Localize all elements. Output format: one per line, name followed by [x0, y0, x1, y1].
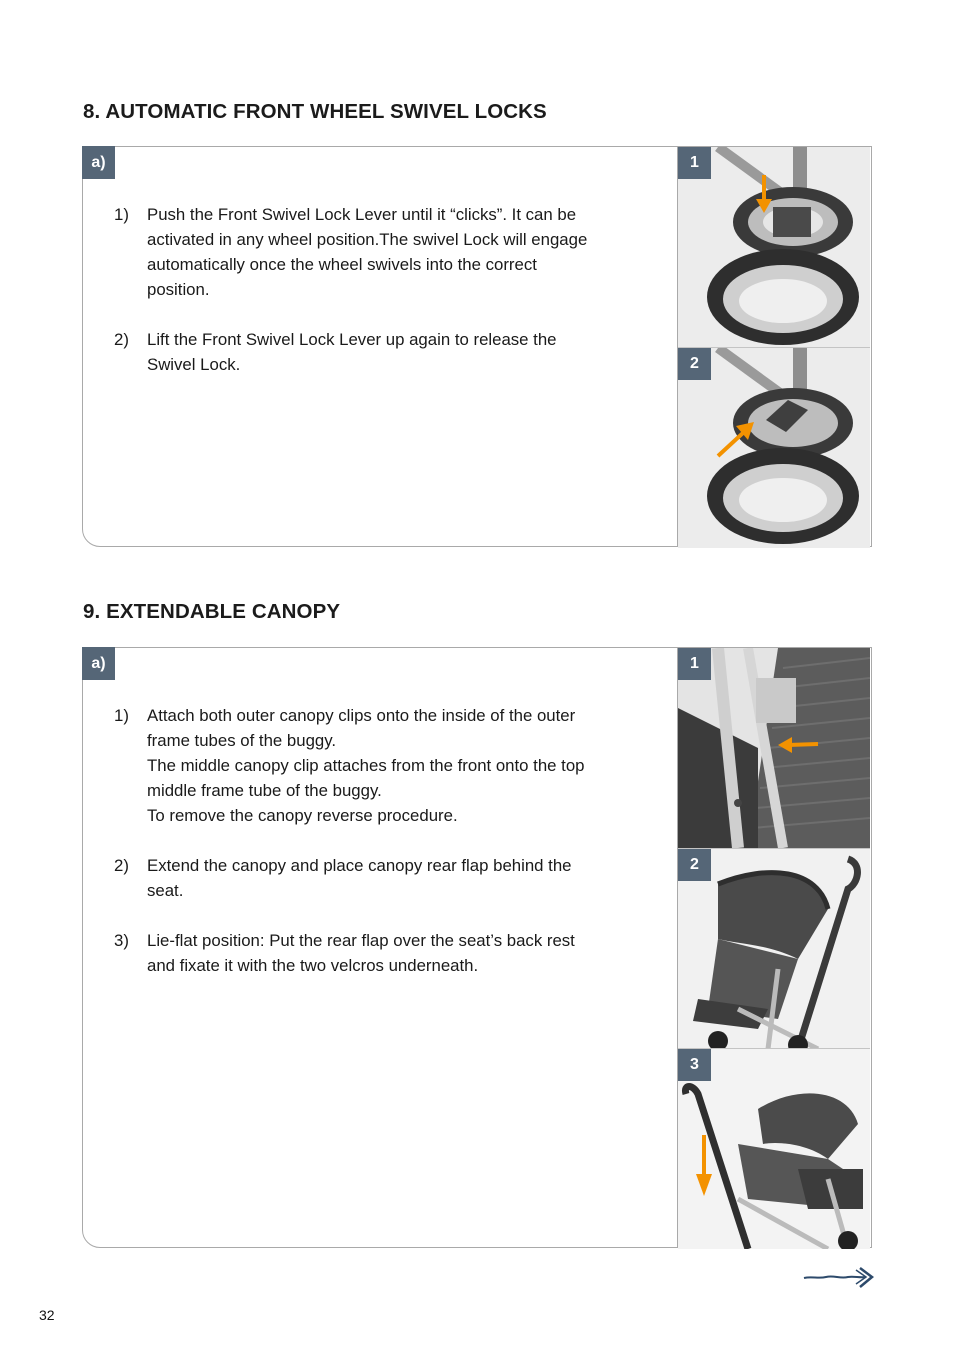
section-8-panel [82, 146, 872, 547]
step-text-line: and fixate it with the two velcros underneath. [147, 956, 479, 975]
step-text-line: Extend the canopy and place canopy rear flap behind the [147, 856, 572, 875]
instruction-step [114, 327, 634, 377]
step-text-line: automatically once the wheel swivels into the correct [147, 255, 537, 274]
step-text-line: frame tubes of the buggy. [147, 731, 337, 750]
photo-number-badge: 2 [678, 849, 711, 881]
section-8-heading: 8. AUTOMATIC FRONT WHEEL SWIVEL LOCKS [83, 100, 547, 123]
photo-wheel-lock-release [678, 347, 870, 548]
step-text-line: Lie-flat position: Put the rear flap over the seat’s back rest [147, 931, 575, 950]
photo-column [677, 648, 871, 1247]
photo-number-badge: 1 [678, 147, 711, 179]
step-number: 2) [114, 856, 129, 875]
step-text-line: seat. [147, 881, 184, 900]
step-number: 2) [114, 330, 129, 349]
photo-number-badge: 2 [678, 348, 711, 380]
photo-stroller-canopy [678, 848, 870, 1049]
step-number: 3) [114, 931, 129, 950]
step-text-line: activated in any wheel position.The swivel Lock will engage [147, 230, 588, 249]
step-number: 1) [114, 205, 129, 224]
page-number: 32 [39, 1307, 55, 1323]
section-9-heading: 9. EXTENDABLE CANOPY [83, 600, 341, 623]
photo-stroller-lie-flat [678, 1048, 870, 1249]
step-text-line: middle frame tube of the buggy. [147, 781, 382, 800]
step-number: 1) [114, 706, 129, 725]
instruction-step [114, 928, 634, 978]
step-text-line: To remove the canopy reverse procedure. [147, 806, 458, 825]
instruction-step [114, 853, 634, 903]
step-text-line: Push the Front Swivel Lock Lever until it “clicks”. It can be [147, 205, 577, 224]
instruction-step [114, 703, 634, 828]
photo-number-badge: 3 [678, 1049, 711, 1081]
step-text-line: Attach both outer canopy clips onto the inside of the outer [147, 706, 576, 725]
photo-column [677, 147, 871, 546]
instruction-list [114, 703, 634, 1003]
step-text-line: position. [147, 280, 210, 299]
step-text-line: Lift the Front Swivel Lock Lever up again to release the [147, 330, 557, 349]
step-text-line: Swivel Lock. [147, 355, 241, 374]
photo-wheel-lock-push [678, 147, 870, 347]
step-tag: a) [82, 647, 115, 680]
section-9-panel [82, 647, 872, 1248]
next-page-arrow-icon[interactable] [802, 1264, 876, 1290]
step-tag: a) [82, 146, 115, 179]
photo-canopy-clip [678, 648, 870, 848]
photo-number-badge: 1 [678, 648, 711, 680]
step-text-line: The middle canopy clip attaches from the front onto the top [147, 756, 585, 775]
instruction-step [114, 202, 634, 302]
instruction-list [114, 202, 634, 402]
